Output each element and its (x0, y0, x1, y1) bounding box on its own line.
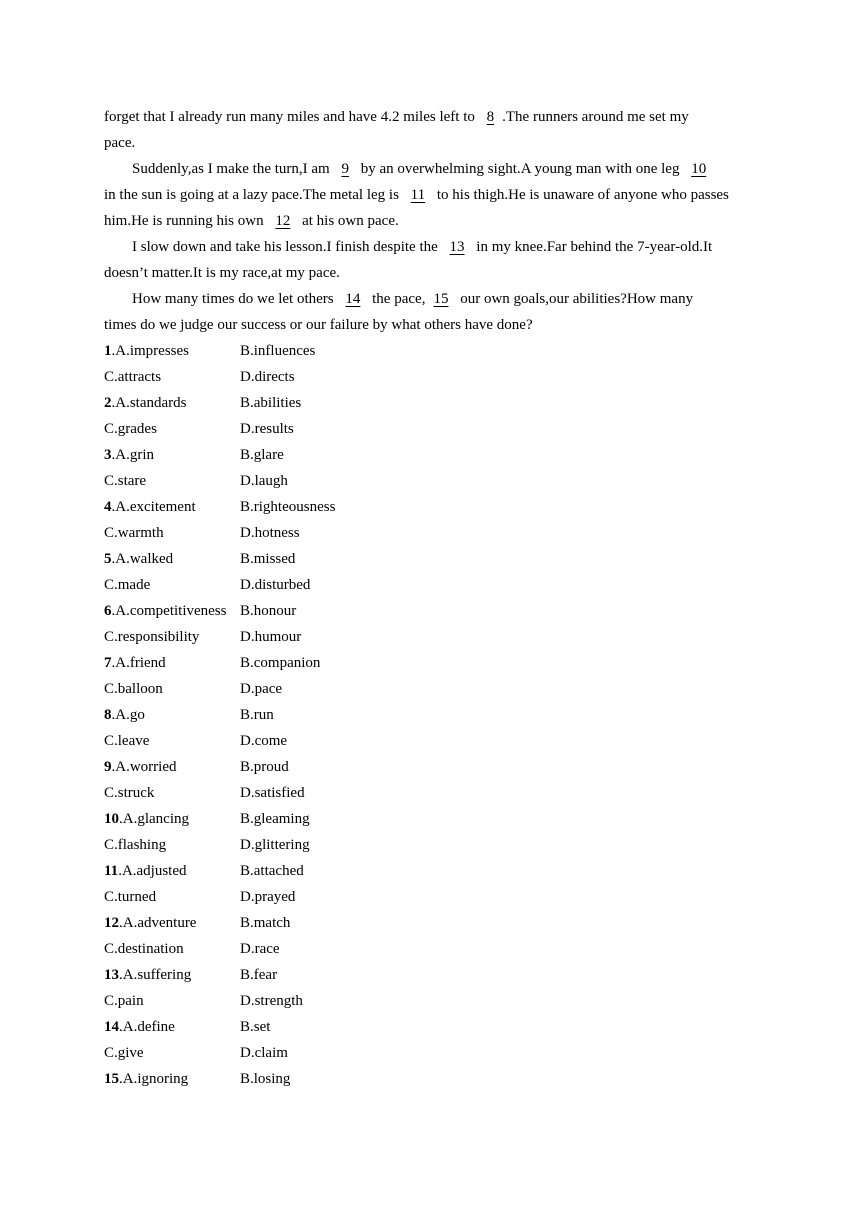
question-number: 1 (104, 343, 112, 359)
blank-8: 8 (486, 109, 495, 125)
question-number: 11 (104, 863, 119, 879)
option-a-text: .A.friend (111, 655, 166, 671)
question-number: 6 (104, 603, 112, 619)
question-row (104, 1014, 764, 1040)
passage-line (104, 312, 764, 338)
option-a-text: .A.go (111, 707, 145, 723)
option-c: C.warmth (104, 525, 164, 541)
passage-text: times do we judge our success or our failure by what others have done? (104, 317, 533, 333)
passage-text: doesn’t matter.It is my race,at my pace. (104, 265, 340, 281)
option-b: B.righteousness (240, 499, 336, 515)
passage-text: in my knee.Far behind the 7-year-old.It (472, 239, 713, 255)
option-a (104, 650, 166, 676)
option-c: C.stare (104, 473, 147, 489)
question-row (104, 546, 764, 572)
question-row (104, 494, 764, 520)
question-row (104, 988, 764, 1014)
option-a (104, 858, 187, 884)
option-b: B.match (240, 915, 291, 931)
option-d: D.humour (240, 629, 302, 645)
option-d: D.strength (240, 993, 303, 1009)
option-c: C.turned (104, 889, 157, 905)
option-d: D.results (240, 421, 294, 437)
question-row (104, 702, 764, 728)
option-c: C.flashing (104, 837, 167, 853)
document-page (104, 104, 764, 1092)
passage-text: him.He is running his own (104, 213, 268, 229)
question-row (104, 676, 764, 702)
option-a-text: .A.worried (111, 759, 177, 775)
option-a-text: .A.define (119, 1019, 175, 1035)
option-b: B.losing (240, 1071, 291, 1087)
passage-text: the pace, (368, 291, 426, 307)
option-d: D.prayed (240, 889, 296, 905)
passage-text: at his own pace. (298, 213, 399, 229)
option-a-text: .A.ignoring (119, 1071, 189, 1087)
question-number: 3 (104, 447, 112, 463)
question-row (104, 390, 764, 416)
option-c: C.struck (104, 785, 155, 801)
option-d: D.laugh (240, 473, 288, 489)
question-row (104, 962, 764, 988)
question-number: 10 (104, 811, 119, 827)
option-b: B.proud (240, 759, 289, 775)
option-a (104, 390, 187, 416)
question-row (104, 910, 764, 936)
option-a-text: .A.adjusted (118, 863, 187, 879)
passage-line (104, 260, 764, 286)
question-row (104, 806, 764, 832)
question-number: 15 (104, 1071, 119, 1087)
option-a-text: .A.standards (111, 395, 187, 411)
question-number: 2 (104, 395, 112, 411)
blank-14: 14 (345, 291, 361, 307)
passage-text: by an overwhelming sight.A young man with one leg (356, 161, 684, 177)
question-row (104, 1066, 764, 1092)
option-b: B.set (240, 1019, 271, 1035)
option-b: B.gleaming (240, 811, 310, 827)
option-d: D.satisfied (240, 785, 305, 801)
option-b: B.run (240, 707, 274, 723)
passage (104, 104, 764, 338)
question-row (104, 338, 764, 364)
option-a-text: .A.competitiveness (111, 603, 227, 619)
option-a-text: .A.impresses (111, 343, 189, 359)
question-row (104, 832, 764, 858)
option-d: D.pace (240, 681, 283, 697)
passage-text: .The runners around me set my (502, 109, 689, 125)
passage-line (104, 104, 764, 130)
option-c: C.balloon (104, 681, 163, 697)
option-c: C.made (104, 577, 151, 593)
option-d: D.come (240, 733, 288, 749)
option-c: C.grades (104, 421, 157, 437)
option-c: C.pain (104, 993, 144, 1009)
question-list (104, 338, 764, 1092)
option-c: C.responsibility (104, 629, 200, 645)
question-row (104, 520, 764, 546)
option-a (104, 910, 196, 936)
option-a (104, 702, 145, 728)
option-a-text: .A.suffering (119, 967, 192, 983)
blank-15: 15 (433, 291, 449, 307)
option-a-text: .A.adventure (119, 915, 197, 931)
passage-line (104, 182, 764, 208)
option-a (104, 338, 189, 364)
option-c: C.attracts (104, 369, 162, 385)
option-a (104, 546, 173, 572)
passage-line (104, 130, 764, 156)
option-a-text: .A.glancing (119, 811, 189, 827)
blank-12: 12 (275, 213, 291, 229)
passage-text: I slow down and take his lesson.I finish despite the (132, 239, 442, 255)
passage-text: How many times do we let others (132, 291, 338, 307)
blank-9: 9 (341, 161, 349, 177)
passage-text: forget that I already run many miles and have 4.2 miles left to (104, 109, 479, 125)
option-a (104, 754, 176, 780)
option-d: D.race (240, 941, 280, 957)
blank-13: 13 (449, 239, 465, 255)
option-d: D.disturbed (240, 577, 311, 593)
option-a-text: .A.walked (111, 551, 174, 567)
option-b: B.abilities (240, 395, 302, 411)
passage-line (104, 234, 764, 260)
option-b: B.honour (240, 603, 297, 619)
option-c: C.leave (104, 733, 150, 749)
option-c: C.destination (104, 941, 184, 957)
option-a (104, 806, 189, 832)
question-number: 12 (104, 915, 119, 931)
question-row (104, 598, 764, 624)
question-row (104, 754, 764, 780)
question-row (104, 936, 764, 962)
option-a (104, 598, 226, 624)
option-a (104, 1014, 175, 1040)
passage-line (104, 156, 764, 182)
question-number: 14 (104, 1019, 119, 1035)
question-number: 13 (104, 967, 119, 983)
question-number: 4 (104, 499, 112, 515)
option-a-text: .A.excitement (111, 499, 196, 515)
question-row (104, 1040, 764, 1066)
option-a (104, 494, 196, 520)
question-row (104, 884, 764, 910)
question-row (104, 728, 764, 754)
option-b: B.fear (240, 967, 278, 983)
passage-text: to his thigh.He is unaware of anyone who passes (433, 187, 729, 203)
question-number: 8 (104, 707, 112, 723)
option-a (104, 1066, 188, 1092)
question-row (104, 858, 764, 884)
passage-text: pace. (104, 135, 136, 151)
option-a (104, 442, 154, 468)
question-row (104, 468, 764, 494)
question-row (104, 442, 764, 468)
passage-text: our own goals,our abilities?How many (456, 291, 694, 307)
question-row (104, 572, 764, 598)
option-d: D.claim (240, 1045, 288, 1061)
option-d: D.glittering (240, 837, 310, 853)
question-row (104, 416, 764, 442)
question-row (104, 624, 764, 650)
question-number: 7 (104, 655, 112, 671)
option-b: B.companion (240, 655, 321, 671)
question-number: 9 (104, 759, 112, 775)
option-b: B.influences (240, 343, 316, 359)
question-row (104, 364, 764, 390)
passage-line (104, 286, 764, 312)
option-a-text: .A.grin (111, 447, 154, 463)
option-d: D.directs (240, 369, 295, 385)
passage-line (104, 208, 764, 234)
option-b: B.glare (240, 447, 284, 463)
option-a (104, 962, 191, 988)
question-row (104, 650, 764, 676)
blank-10: 10 (691, 161, 707, 177)
option-b: B.missed (240, 551, 296, 567)
blank-11: 11 (410, 187, 426, 203)
option-d: D.hotness (240, 525, 300, 541)
passage-text: in the sun is going at a lazy pace.The metal leg is (104, 187, 403, 203)
question-number: 5 (104, 551, 112, 567)
option-c: C.give (104, 1045, 144, 1061)
question-row (104, 780, 764, 806)
option-b: B.attached (240, 863, 304, 879)
passage-text: Suddenly,as I make the turn,I am (132, 161, 334, 177)
